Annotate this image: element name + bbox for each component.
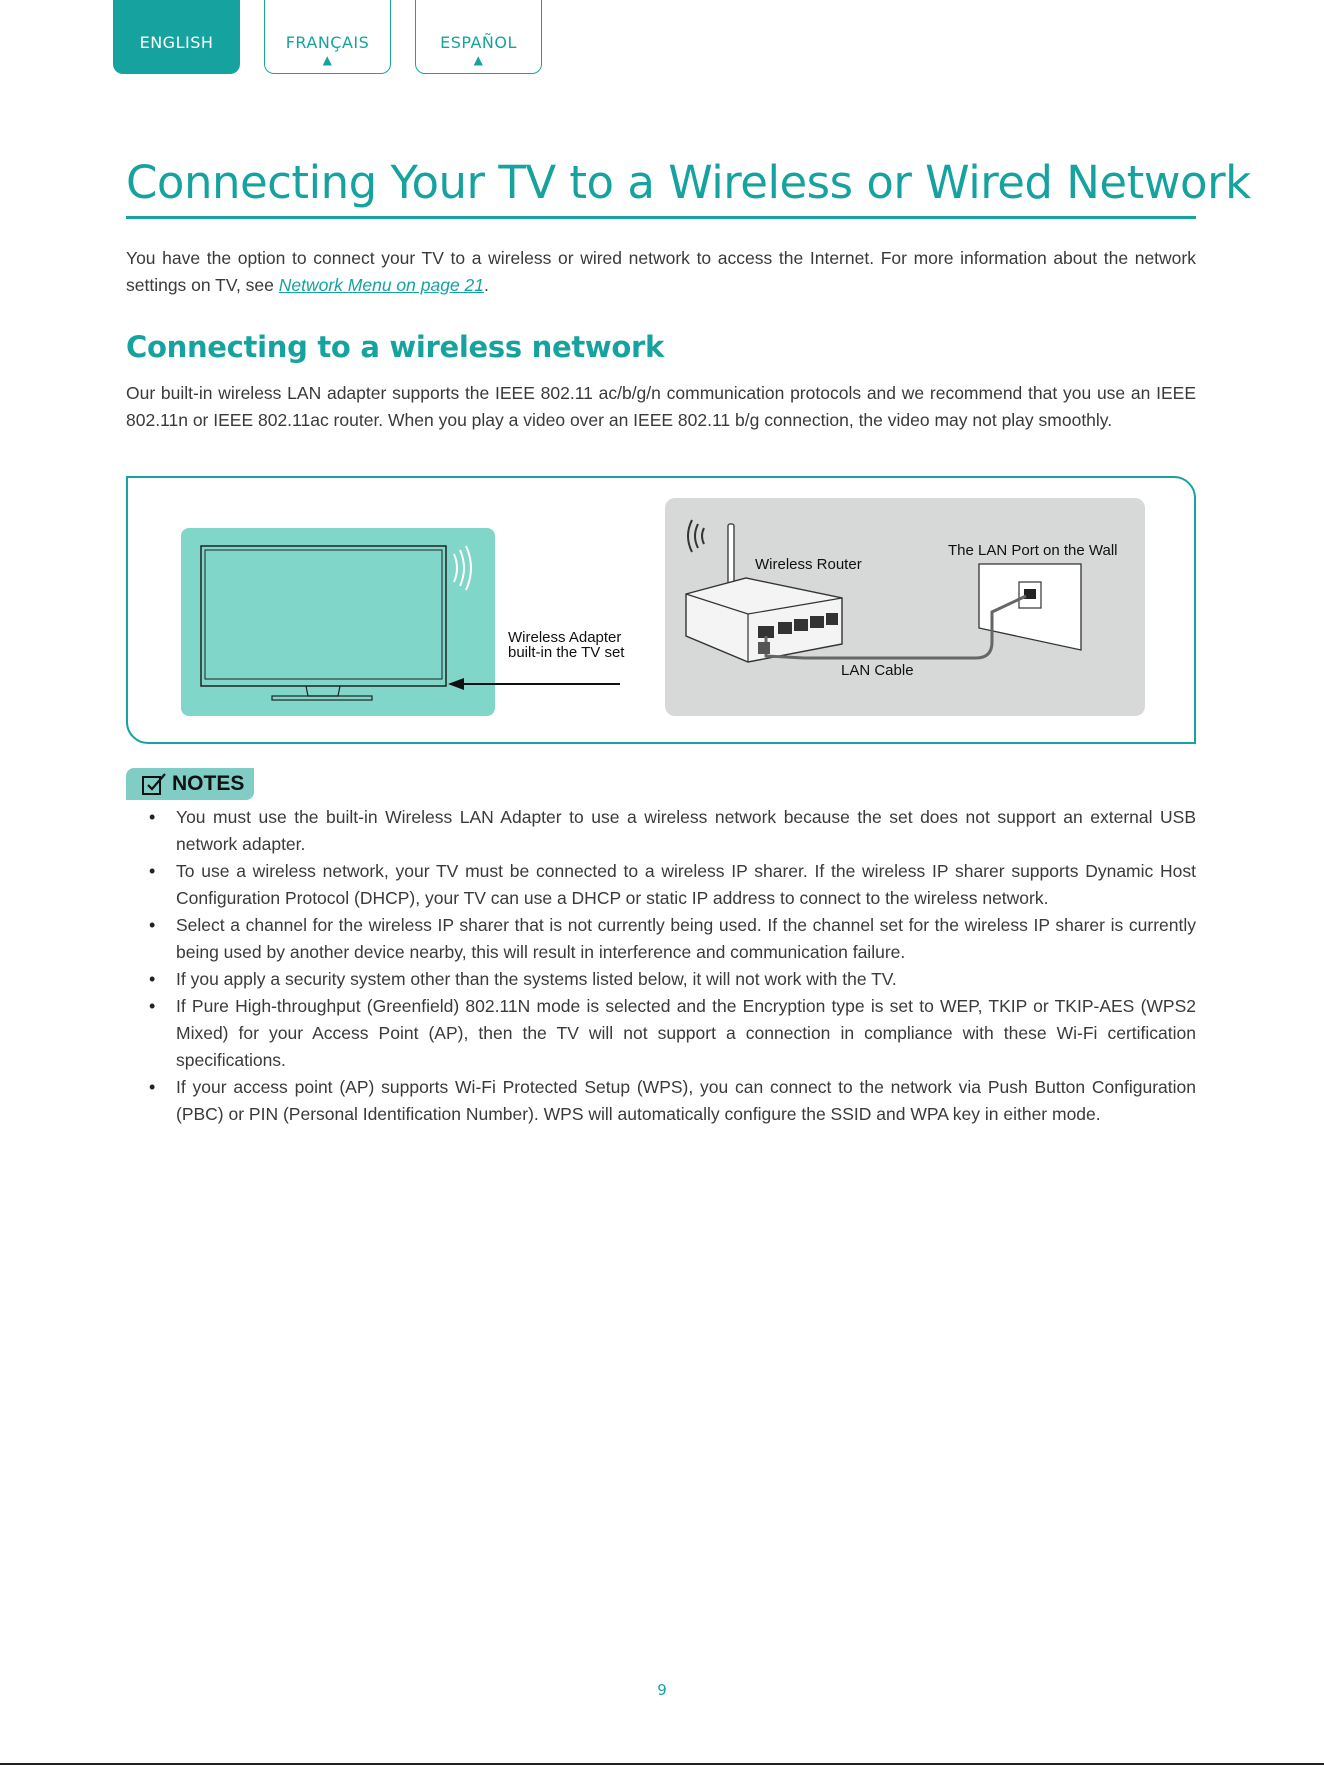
checkbox-pencil-icon	[140, 770, 168, 798]
tv-screen	[205, 550, 442, 679]
triangle-up-icon: ▲	[473, 53, 484, 67]
list-item: • To use a wireless network, your TV must be connected to a wireless IP sharer. If the wireless IP sharer supports Dynamic Host Configuration Protocol (DHCP), your TV can use a DHCP or static IP address to connect to the wireless network.	[126, 858, 1196, 912]
list-item: • You must use the built-in Wireless LAN Adapter to use a wireless network because the set does not support an external USB network adapter.	[126, 804, 1196, 858]
list-item: • If Pure High-throughput (Greenfield) 802.11N mode is selected and the Encryption type is set to WEP, TKIP or TKIP-AES (WPS2 Mixed) for your Access Point (AP), then the TV will not support a connection in compliance with these Wi-Fi certification specifications.	[126, 993, 1196, 1074]
cable-plug	[758, 642, 770, 654]
network-menu-link[interactable]: Network Menu on page 21	[278, 275, 485, 295]
router-port	[794, 619, 808, 631]
tab-espanol[interactable]	[415, 0, 542, 74]
intro-text: You have the option to connect your TV to a wireless or wired network to access the Internet. For more information about the network settings on TV, see	[126, 248, 1196, 295]
tab-english[interactable]	[113, 0, 240, 74]
list-item: • If you apply a security system other than the systems listed below, it will not work with the TV.	[126, 966, 1196, 993]
router-port	[826, 613, 838, 625]
tab-francais-label: FRANÇAIS	[285, 33, 370, 52]
section-paragraph: Our built-in wireless LAN adapter supports the IEEE 802.11 ac/b/g/n communication protocols and we recommend that you use an IEEE 802.11n or IEEE 802.11ac router. When you play a video over an IEEE 802.11 b/g connection, the video may not play smoothly.	[126, 383, 1196, 430]
lan-cable-label: LAN Cable	[841, 662, 914, 679]
list-item: • If your access point (AP) supports Wi-Fi Protected Setup (WPS), you can connect to the network via Push Button Configuration (PBC) or PIN (Personal Identification Number). WPS will automatically configure the SSID and WPA key in either mode.	[126, 1074, 1196, 1128]
router-label: Wireless Router	[755, 556, 862, 573]
adapter-label-line1: Wireless Adapter	[508, 629, 622, 646]
notes-label: NOTES	[172, 772, 245, 795]
page-number: 9	[657, 1681, 667, 1699]
triangle-up-icon: ▲	[322, 53, 333, 67]
tab-espanol-label: ESPAÑOL	[440, 33, 517, 52]
intro-paragraph	[126, 245, 1196, 299]
page-title: Connecting Your TV to a Wireless or Wired Network	[126, 156, 1251, 209]
title-divider	[126, 216, 1196, 219]
section-heading: Connecting to a wireless network	[126, 330, 665, 364]
network-diagram	[126, 476, 1196, 744]
router-port	[778, 622, 792, 634]
diagram-drawing	[126, 476, 1196, 744]
adapter-label-line2: built-in the TV set	[508, 644, 625, 661]
notes-list	[126, 804, 1196, 1128]
notes-badge	[126, 768, 254, 800]
tab-francais[interactable]	[264, 0, 391, 74]
router-port	[810, 616, 824, 628]
wall-port-label: The LAN Port on the Wall	[948, 542, 1118, 559]
tab-english-label: ENGLISH	[139, 33, 214, 52]
list-item: • Select a channel for the wireless IP sharer that is not currently being used. If the channel set for the wireless IP sharer is currently being used by another device nearby, this will result in interference and communication failure.	[126, 912, 1196, 966]
intro-text-end: .	[484, 275, 489, 295]
